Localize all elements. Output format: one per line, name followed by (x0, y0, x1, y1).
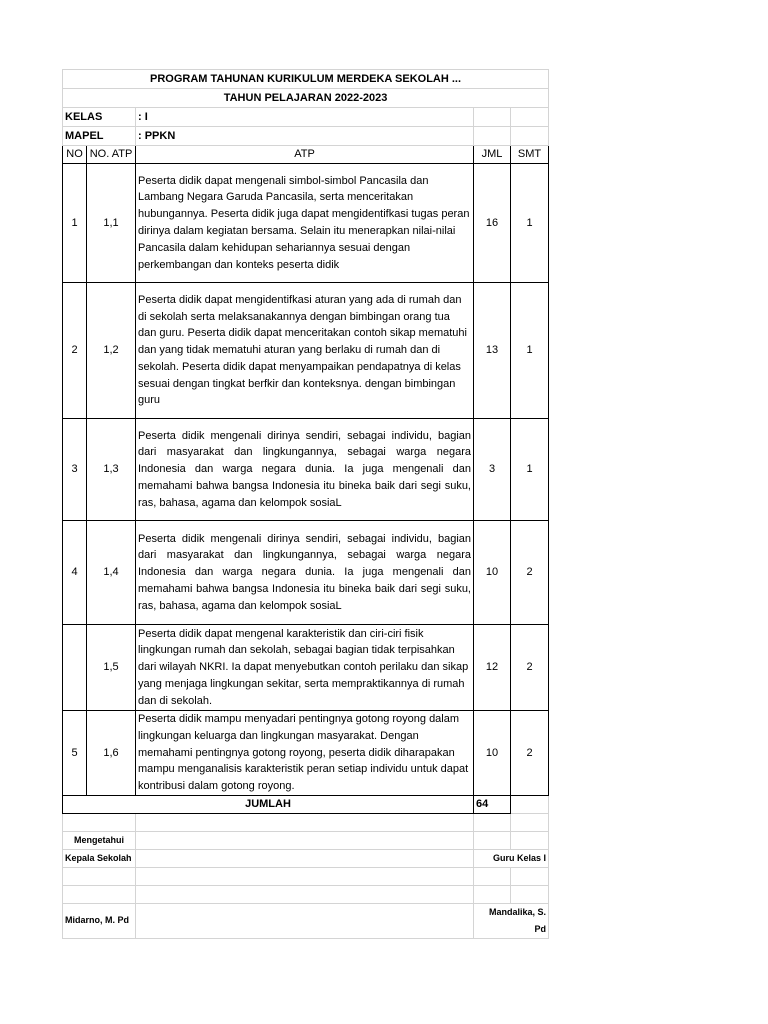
table-row (63, 283, 549, 419)
column-header-no: NO (63, 146, 87, 164)
row-jml: 10 (474, 711, 511, 796)
row-no: 4 (63, 521, 87, 625)
row-smt: 2 (511, 521, 549, 625)
row-smt: 1 (511, 419, 549, 521)
total-value: 64 (474, 796, 511, 814)
row-no: 2 (63, 283, 87, 419)
row-smt: 1 (511, 164, 549, 283)
program-tahunan-sheet (62, 69, 548, 939)
row-atp-no: 1,3 (87, 419, 136, 521)
row-atp-text: Peserta didik dapat mengenali simbol-simbol Pancasila dan Lambang Negara Garuda Pancasila, serta menceritakan hubungannya. Peserta didik juga dapat mengidentifkasi tugas peran dirinya dalam kegiatan bersama. Selain itu menerapkan nilai-nilai Pancasila dalam kehidupan sehariannya sesuai dengan perkembangan dan konteks peserta didik (136, 164, 474, 283)
school-year: TAHUN PELAJARAN 2022-2023 (63, 89, 549, 108)
row-atp-no: 1,5 (87, 625, 136, 711)
row-atp-no: 1,6 (87, 711, 136, 796)
row-smt: 1 (511, 283, 549, 419)
total-row (63, 796, 549, 814)
program-table (62, 69, 549, 939)
column-header-row (63, 146, 549, 164)
kelas-value: : I (136, 108, 474, 127)
table-row (63, 625, 549, 711)
row-atp-no: 1,4 (87, 521, 136, 625)
row-smt: 2 (511, 711, 549, 796)
kepala-sekolah-name: Midarno, M. Pd (63, 904, 136, 939)
table-row (63, 711, 549, 796)
table-row (63, 164, 549, 283)
row-jml: 12 (474, 625, 511, 711)
total-label: JUMLAH (63, 796, 474, 814)
row-smt: 2 (511, 625, 549, 711)
guru-kelas-name: Mandalika, S. Pd (474, 904, 549, 939)
column-header-smt: SMT (511, 146, 549, 164)
row-atp-no: 1,1 (87, 164, 136, 283)
row-atp-text: Peserta didik mampu menyadari pentingnya gotong royong dalam lingkungan keluarga dan lingkungan masyarakat. Dengan memahami pentingnya gotong royong, peserta didik diharapakan mampu menganalisis karakteristik peran setiap individu untuk dapat kontribusi dalam gotong royong. (136, 711, 474, 796)
row-no (63, 625, 87, 711)
row-jml: 3 (474, 419, 511, 521)
column-header-no-atp: NO. ATP (87, 146, 136, 164)
kepala-sekolah-label: Kepala Sekolah (63, 850, 136, 868)
row-atp-text: Peserta didik mengenali dirinya sendiri, sebagai individu, bagian dari masyarakat dan lingkungannya, sebagai warga negara Indonesia dan warga negara dunia. Ia juga mengenali dan memahami bahwa bangsa Indonesia itu bineka baik dari segi suku, ras, bahasa, agama dan kelompok sosiaL (136, 521, 474, 625)
document-title: PROGRAM TAHUNAN KURIKULUM MERDEKA SEKOLAH ... (63, 70, 549, 89)
mapel-value: : PPKN (136, 127, 474, 146)
row-jml: 10 (474, 521, 511, 625)
row-jml: 16 (474, 164, 511, 283)
table-row (63, 521, 549, 625)
row-atp-text: Peserta didik dapat mengidentifkasi aturan yang ada di rumah dan di sekolah serta melaksanakannya dengan bimbingan orang tua dan guru. Peserta didik dapat menceritakan contoh sikap mematuhi dan yang tidak mematuhi aturan yang berlaku di rumah dan di sekolah. Peserta didik dapat menyampaikan pendapatnya di kelas sesuai dengan tingkat berfkir dan konteksnya. dengan bimbingan guru (136, 283, 474, 419)
row-atp-text: Peserta didik mengenali dirinya sendiri, sebagai individu, bagian dari masyarakat dan lingkungannya, sebagai warga negara Indonesia dan warga negara dunia. Ia juga mengenali dan memahami bahwa bangsa Indonesia itu bineka baik dari segi suku, ras, bahasa, agama dan kelompok sosiaL (136, 419, 474, 521)
column-header-jml: JML (474, 146, 511, 164)
kelas-label: KELAS (63, 108, 136, 127)
row-no: 5 (63, 711, 87, 796)
row-no: 3 (63, 419, 87, 521)
row-atp-no: 1,2 (87, 283, 136, 419)
mapel-label: MAPEL (63, 127, 136, 146)
table-row (63, 419, 549, 521)
row-jml: 13 (474, 283, 511, 419)
mengetahui-label: Mengetahui (63, 832, 136, 850)
row-atp-text: Peserta didik dapat mengenal karakteristik dan ciri-ciri fisik lingkungan rumah dan sekolah, sebagai bagian tidak terpisahkan dari wilayah NKRI. Ia dapat menyebutkan contoh perilaku dan sikap yang menjaga lingkungan sekitar, serta mempraktikannya di rumah dan di sekolah. (136, 625, 474, 711)
guru-kelas-label: Guru Kelas I (474, 850, 549, 868)
row-no: 1 (63, 164, 87, 283)
column-header-atp: ATP (136, 146, 474, 164)
